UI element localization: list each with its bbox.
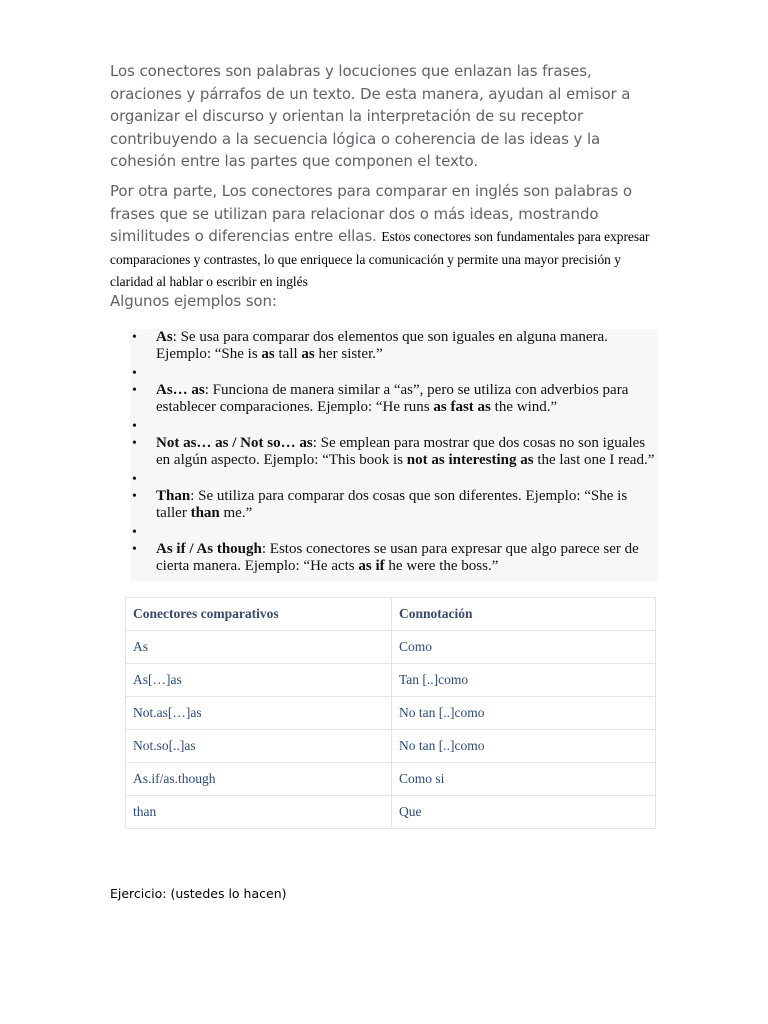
table-cell: Como bbox=[392, 631, 656, 664]
bullet-text: : Se utiliza para comparar dos cosas que son diferentes. Ejemplo: “She is taller bbox=[156, 488, 628, 521]
table-header-row bbox=[126, 598, 656, 631]
bullet-text: tall bbox=[274, 346, 302, 362]
empty-list-item bbox=[130, 365, 658, 382]
table-cell: Not.so[..]as bbox=[126, 730, 392, 763]
table-row bbox=[126, 763, 656, 796]
empty-list-item bbox=[130, 471, 658, 488]
table-cell: As.if/as.though bbox=[126, 763, 392, 796]
bullet-text: : Estos conectores se usan para expresar que algo parece ser de cierta manera. Ejemplo: “He acts bbox=[156, 541, 639, 574]
table-cell: Que bbox=[392, 796, 656, 829]
connectors-table bbox=[125, 597, 656, 829]
table-row bbox=[126, 796, 656, 829]
table-cell: Tan [..]como bbox=[392, 664, 656, 697]
empty-list-item bbox=[130, 524, 658, 541]
table-cell: As[…]as bbox=[126, 664, 392, 697]
table-cell: Como si bbox=[392, 763, 656, 796]
table-row bbox=[126, 631, 656, 664]
intro-paragraph: Los conectores son palabras y locuciones que enlazan las frases, oraciones y párrafos de un texto. De esta manera, ayudan al emisor a organizar el discurso y orientan la interpretación de su receptor contribuyendo a la secuencia lógica o coherencia de las ideas y la cohesión entre las partes que componen el texto. bbox=[110, 62, 631, 170]
column-header: Connotación bbox=[392, 598, 656, 631]
comparison-paragraph-sans: Por otra parte, Los conectores para comparar en inglés son palabras o frases que se utilizan para relacionar dos o más ideas, mostrando similitudes o diferencias entre ellas. bbox=[110, 182, 632, 245]
table-cell: No tan [..]como bbox=[392, 697, 656, 730]
table-row bbox=[126, 664, 656, 697]
table-cell: than bbox=[126, 796, 392, 829]
bullet-example-bold: as if bbox=[358, 558, 385, 574]
bullet-text: : Se emplean para mostrar que dos cosas no son iguales en algún aspecto. Ejemplo: “This book is bbox=[156, 435, 646, 468]
table-cell: Not.as[…]as bbox=[126, 697, 392, 730]
bullet-text: the wind.” bbox=[490, 399, 558, 415]
bullet-text: : Funciona de manera similar a “as”, pero se utiliza con adverbios para establecer comparaciones. Ejemplo: “He runs bbox=[156, 382, 629, 415]
bullet-term: Not as… as / Not so… as bbox=[156, 435, 313, 451]
examples-heading: Algunos ejemplos son: bbox=[110, 292, 277, 310]
bullet-term: As… as bbox=[156, 382, 205, 398]
bullet-term: As bbox=[156, 329, 173, 345]
bullet-example-bold: not as interesting as bbox=[406, 452, 534, 468]
list-item bbox=[130, 488, 658, 522]
bullet-term: As if / As though bbox=[156, 541, 262, 557]
exercise-label: Ejercicio: (ustedes lo hacen) bbox=[110, 886, 287, 901]
bullet-text: her sister.” bbox=[314, 346, 383, 362]
table-row bbox=[126, 730, 656, 763]
comparison-paragraph bbox=[110, 180, 662, 293]
bullet-text: : Se usa para comparar dos elementos que son iguales en alguna manera. Ejemplo: “She is bbox=[156, 329, 608, 362]
table-cell: As bbox=[126, 631, 392, 664]
bullet-term: Than bbox=[156, 488, 191, 504]
bullet-example-bold: as bbox=[261, 346, 275, 362]
table-row bbox=[126, 697, 656, 730]
list-item bbox=[130, 435, 658, 469]
bullet-text: he were the boss.” bbox=[384, 558, 499, 574]
bullet-example-bold: than bbox=[190, 505, 220, 521]
column-header: Conectores comparativos bbox=[126, 598, 392, 631]
bullet-example-bold: as bbox=[301, 346, 315, 362]
list-item bbox=[130, 541, 658, 575]
comparison-paragraph-serif: Estos conectores son fundamentales para expresar comparaciones y contrastes, lo que enriquece la comunicación y permite una mayor precisión y claridad al hablar o escribir en inglés bbox=[110, 229, 650, 289]
examples-list bbox=[130, 329, 658, 581]
list-item bbox=[130, 329, 658, 363]
bullet-text: me.” bbox=[219, 505, 253, 521]
table-cell: No tan [..]como bbox=[392, 730, 656, 763]
bullet-text: the last one I read.” bbox=[533, 452, 655, 468]
bullet-example-bold: as fast as bbox=[433, 399, 491, 415]
list-item bbox=[130, 382, 658, 416]
empty-list-item bbox=[130, 418, 658, 435]
